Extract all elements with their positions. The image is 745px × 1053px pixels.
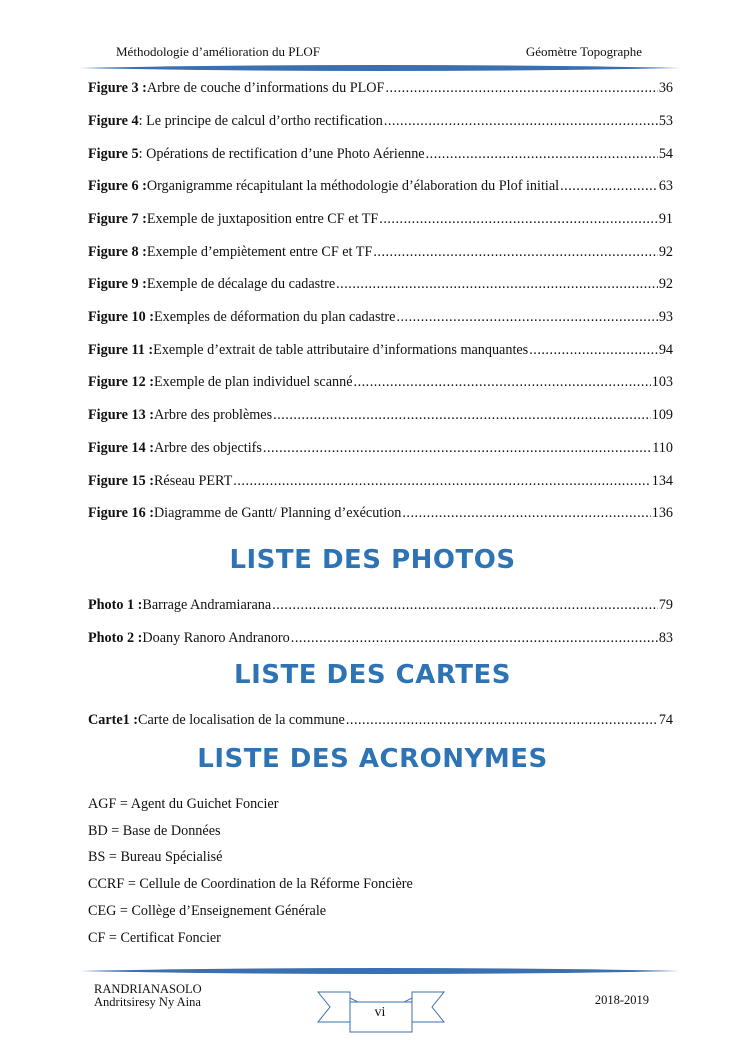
dot-leader: [346, 712, 658, 729]
entry-title: Exemple de juxtaposition entre CF et TF: [146, 211, 379, 227]
entry-page: 109: [651, 407, 673, 423]
dot-leader: [272, 597, 658, 614]
entry-page: 83: [658, 630, 673, 646]
figure-entry[interactable]: [88, 178, 673, 195]
entry-label: Photo 1 :: [88, 597, 143, 613]
dot-leader: [384, 113, 658, 130]
acronym-item: BS = Bureau Spécialisé: [88, 849, 223, 865]
dot-leader: [560, 178, 658, 195]
header-right-title: Géomètre Topographe: [525, 44, 642, 59]
photos-heading: LISTE DES PHOTOS: [229, 545, 516, 575]
entry-label: Photo 2 :: [88, 630, 143, 646]
cartes-heading: LISTE DES CARTES: [234, 660, 511, 690]
figure-entry[interactable]: [88, 342, 673, 359]
entry-page: 74: [658, 712, 673, 728]
entry-label: Figure 15 :: [88, 473, 154, 489]
dot-leader: [336, 276, 658, 293]
author-name-line1: RANDRIANASOLO: [94, 982, 202, 996]
dot-leader: [273, 407, 651, 424]
entry-page: 92: [658, 244, 673, 260]
entry-title: Arbre de couche d’informations du PLOF: [146, 80, 385, 96]
entry-page: 54: [658, 146, 673, 162]
entry-page: 93: [658, 309, 673, 325]
entry-page: 110: [652, 440, 673, 456]
dot-leader: [263, 440, 651, 457]
acronym-item: CCRF = Cellule de Coordination de la Réforme Foncière: [88, 876, 413, 892]
dot-leader: [291, 630, 658, 647]
dot-leader: [385, 80, 657, 97]
figure-entry[interactable]: [88, 211, 673, 228]
figure-entry[interactable]: [88, 473, 673, 490]
footer-rule: [80, 966, 680, 976]
entry-label: Figure 8 :: [88, 244, 147, 260]
entry-title: Barrage Andramiarana: [142, 597, 272, 613]
entry-label: Figure 7 :: [88, 211, 147, 227]
entry-title: Organigramme récapitulant la méthodologie d’élaboration du Plof initial: [146, 178, 560, 194]
entry-title: : Opérations de rectification d’une Photo Aérienne: [138, 146, 425, 162]
entry-page: 36: [658, 80, 673, 96]
entry-title: Exemple d’empiètement entre CF et TF: [146, 244, 373, 260]
entry-label: Figure 5: [88, 146, 139, 162]
entry-label: Figure 14 :: [88, 440, 154, 456]
entry-label: Figure 13 :: [88, 407, 154, 423]
page-number: vi: [374, 1005, 386, 1020]
carte-entry[interactable]: [88, 712, 673, 729]
entry-page: 91: [658, 211, 673, 227]
header-left-title: Méthodologie d’amélioration du PLOF: [116, 44, 321, 59]
figure-entry[interactable]: [88, 113, 673, 130]
entry-page: 79: [658, 597, 673, 613]
header-rule: [80, 64, 680, 74]
entry-title: Exemple de plan individuel scanné: [153, 374, 353, 390]
entry-title: Exemple de décalage du cadastre: [146, 276, 336, 292]
entry-page: 53: [658, 113, 673, 129]
dot-leader: [402, 505, 650, 522]
author-name-line2: Andritsiresy Ny Aina: [94, 995, 201, 1009]
entry-label: Carte1 :: [88, 712, 139, 728]
entry-label: Figure 16 :: [88, 505, 154, 521]
acronym-item: BD = Base de Données: [88, 823, 221, 839]
entry-page: 136: [651, 505, 673, 521]
acronymes-heading: LISTE DES ACRONYMES: [197, 744, 548, 774]
entry-page: 63: [658, 178, 673, 194]
entry-title: Réseau PERT: [153, 473, 233, 489]
academic-year: 2018-2019: [594, 993, 649, 1007]
dot-leader: [233, 473, 650, 490]
figure-entry[interactable]: [88, 505, 673, 522]
dot-leader: [529, 342, 658, 359]
dot-leader: [354, 374, 651, 391]
dot-leader: [373, 244, 657, 261]
photo-entry[interactable]: [88, 630, 673, 647]
figure-entry[interactable]: [88, 374, 673, 391]
entry-title: Diagramme de Gantt/ Planning d’exécution: [153, 505, 402, 521]
dot-leader: [379, 211, 658, 228]
figure-entry[interactable]: [88, 407, 673, 424]
entry-title: : Le principe de calcul d’ortho rectification: [138, 113, 383, 129]
entry-title: Arbre des objectifs: [153, 440, 262, 456]
entry-label: Figure 4: [88, 113, 139, 129]
dot-leader: [396, 309, 657, 326]
entry-title: Carte de localisation de la commune: [138, 712, 345, 728]
entry-page: 134: [651, 473, 673, 489]
entry-title: Doany Ranoro Andranoro: [142, 630, 290, 646]
entry-label: Figure 10 :: [88, 309, 154, 325]
entry-label: Figure 12 :: [88, 374, 154, 390]
entry-title: Exemples de déformation du plan cadastre: [153, 309, 396, 325]
figure-entry[interactable]: [88, 146, 673, 163]
entry-page: 94: [658, 342, 673, 358]
entry-title: Exemple d’extrait de table attributaire d’informations manquantes: [153, 342, 529, 358]
entry-label: Figure 9 :: [88, 276, 147, 292]
entry-label: Figure 3 :: [88, 80, 147, 96]
acronym-item: CEG = Collège d’Enseignement Générale: [88, 903, 327, 919]
entry-title: Arbre des problèmes: [153, 407, 273, 423]
figure-entry[interactable]: [88, 440, 673, 457]
entry-page: 103: [651, 374, 673, 390]
acronym-item: AGF = Agent du Guichet Foncier: [88, 796, 279, 812]
entry-label: Figure 6 :: [88, 178, 147, 194]
acronym-item: CF = Certificat Foncier: [88, 930, 221, 946]
figure-entry[interactable]: [88, 309, 673, 326]
figure-entry[interactable]: [88, 276, 673, 293]
figure-entry[interactable]: [88, 80, 673, 97]
dot-leader: [426, 146, 658, 163]
photo-entry[interactable]: [88, 597, 673, 614]
entry-label: Figure 11 :: [88, 342, 154, 358]
entry-page: 92: [658, 276, 673, 292]
figure-entry[interactable]: [88, 244, 673, 261]
